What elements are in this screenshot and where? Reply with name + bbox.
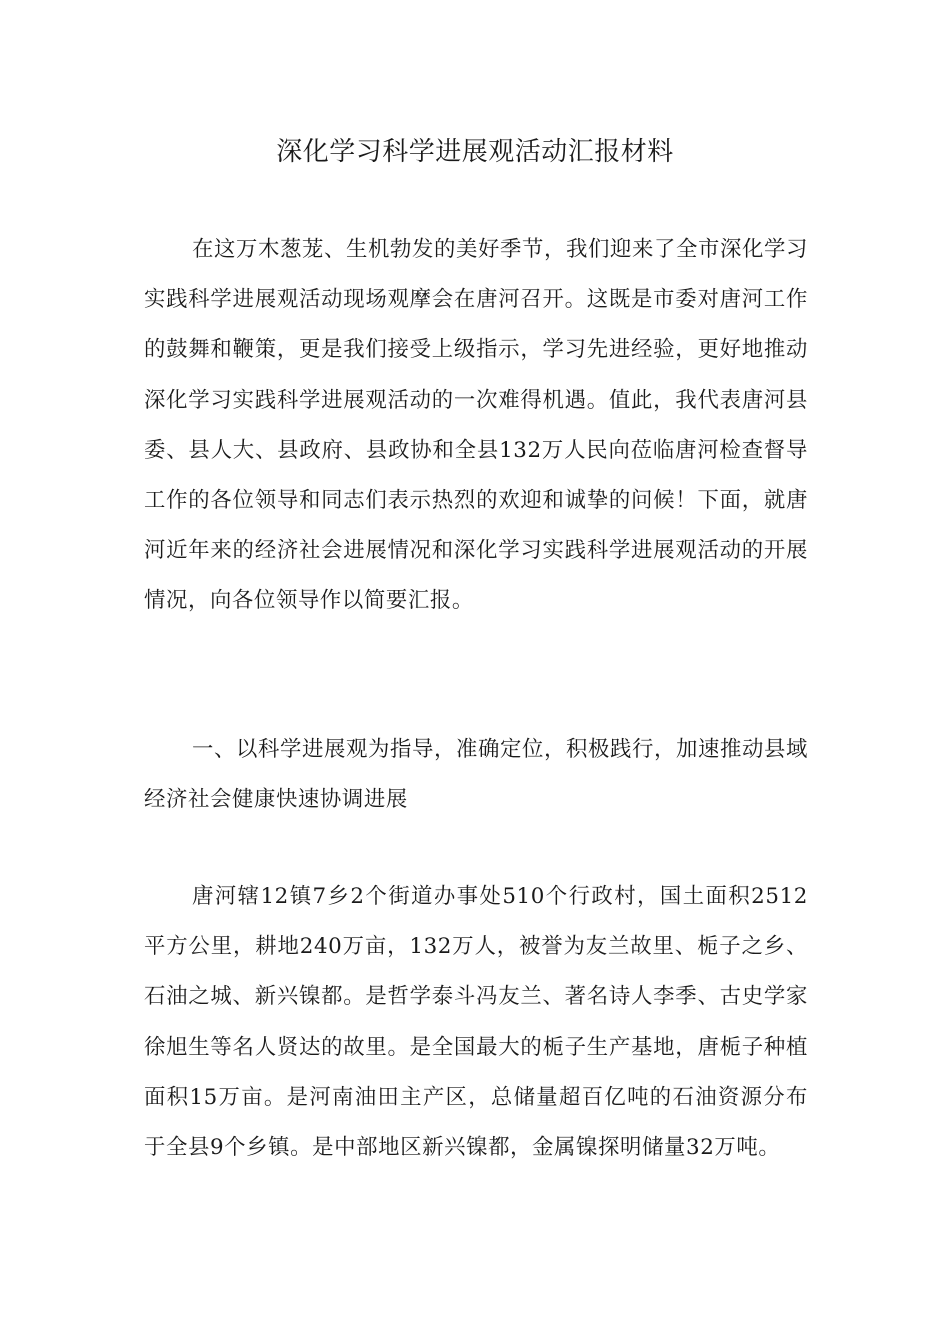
document-title: 深化学习科学进展观活动汇报材料 bbox=[276, 137, 674, 167]
paragraph-county-overview: 唐河辖12镇7乡2个街道办事处510个行政村，国土面积2512平方公里，耕地240万亩，132万人，被誉为友兰故里、栀子之乡、石油之城、新兴镍都。是哲学泰斗冯友兰、著名诗人李季、古史学家徐旭生等名人贤达的故里。是全国最大的栀子生产基地，唐栀子种植面积15万亩。是河南油田主产区，总储量超百亿吨的石油资源分布于全县9个乡镇。是中部地区新兴镍都，金属镍探明储量32万吨。 bbox=[144, 884, 808, 1161]
section-heading-one: 一、以科学进展观为指导，准确定位，积极践行，加速推动县域经济社会健康快速协调进展 bbox=[144, 737, 808, 813]
paragraph-intro: 在这万木葱茏、生机勃发的美好季节，我们迎来了全市深化学习实践科学进展观活动现场观摩会在唐河召开。这既是市委对唐河工作的鼓舞和鞭策，更是我们接受上级指示，学习先进经验，更好地推动深化学习实践科学进展观活动的一次难得机遇。值此，我代表唐河县委、县人大、县政府、县政协和全县132万人民向莅临唐河检查督导工作的各位领导和同志们表示热烈的欢迎和诚挚的问候！下面，就唐河近年来的经济社会进展情况和深化学习实践科学进展观活动的开展情况，向各位领导作以简要汇报。 bbox=[144, 237, 808, 614]
